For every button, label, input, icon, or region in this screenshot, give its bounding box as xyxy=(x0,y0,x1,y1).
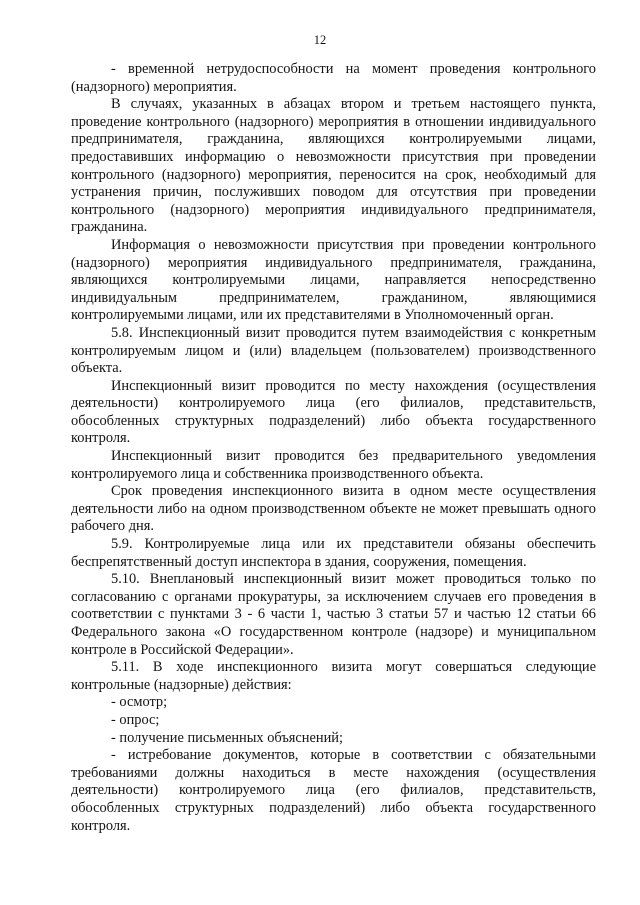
paragraph-disability-clause: - временной нетрудоспособности на момент проведения контрольного (надзорного) мероприятия. xyxy=(71,61,596,95)
page-number: 12 xyxy=(313,33,327,47)
list-item-written-explanations: - получение письменных объяснений; xyxy=(111,729,343,746)
paragraph-no-prior-notice: Инспекционный визит проводится без предварительного уведомления контролируемого лица и собственника производственного объекта. xyxy=(71,448,596,482)
list-item-survey: - опрос; xyxy=(111,711,160,728)
paragraph-5-11: 5.11. В ходе инспекционного визита могут совершаться следующие контрольные (надзорные) действия: xyxy=(71,659,596,693)
paragraph-visit-duration: Срок проведения инспекционного визита в одном месте осуществления деятельности либо на одном производственном объекте не может превышать одного рабочего дня. xyxy=(71,483,596,535)
paragraph-postponement: В случаях, указанных в абзацах втором и третьем настоящего пункта, проведение контрольного (надзорного) мероприятия в отношении индивидуального предпринимателя, гражданина, являющихся контролируемыми лицами, предоставивших информацию о невозможности присутствия при проведении контрольного (надзорного) мероприятия, переносится на срок, необходимый для устранения причин, послуживших поводом для отсутствия при проведении контрольного (надзорного) мероприятия индивидуального предпринимателя, гражданина. xyxy=(71,96,596,236)
paragraph-5-9: 5.9. Контролируемые лица или их представители обязаны обеспечить беспрепятственный доступ инспектора в здания, сооружения, помещения. xyxy=(71,536,596,570)
list-item-inspection: - осмотр; xyxy=(111,694,168,711)
paragraph-5-8: 5.8. Инспекционный визит проводится путем взаимодействия с конкретным контролируемым лицом и (или) владельцем (пользователем) производственного объекта. xyxy=(71,324,596,377)
paragraph-visit-location: Инспекционный визит проводится по месту нахождения (осуществления деятельности) контролируемого лица (его филиалов, представительств, обособленных структурных подразделений) либо объекта государственного контроля. xyxy=(71,377,596,447)
list-item-document-request: - истребование документов, которые в соответствии с обязательными требованиями должны находиться в месте нахождения (осуществления деятельности) контролируемого лица (его филиалов, представительств, обособленных структурных подразделений) либо объекта государственного контроля. xyxy=(71,747,596,834)
paragraph-absence-information: Информация о невозможности присутствия при проведении контрольного (надзорного) мероприятия индивидуального предпринимателя, гражданина, являющихся контролируемыми лицами, направляется непосредственно индивидуальным предпринимателем, гражданином, являющимися контролируемыми лицами, или их представителями в Уполномоченный орган. xyxy=(71,236,596,324)
paragraph-5-10: 5.10. Внеплановый инспекционный визит может проводиться только по согласованию с органами прокуратуры, за исключением случаев его проведения в соответствии с пунктами 3 - 6 части 1, частью 3 статьи 57 и частью 12 статьи 66 Федерального закона «О государственном контроле (надзоре) и муниципальном контроле в Российской Федерации». xyxy=(71,571,596,658)
document-body xyxy=(71,61,596,835)
